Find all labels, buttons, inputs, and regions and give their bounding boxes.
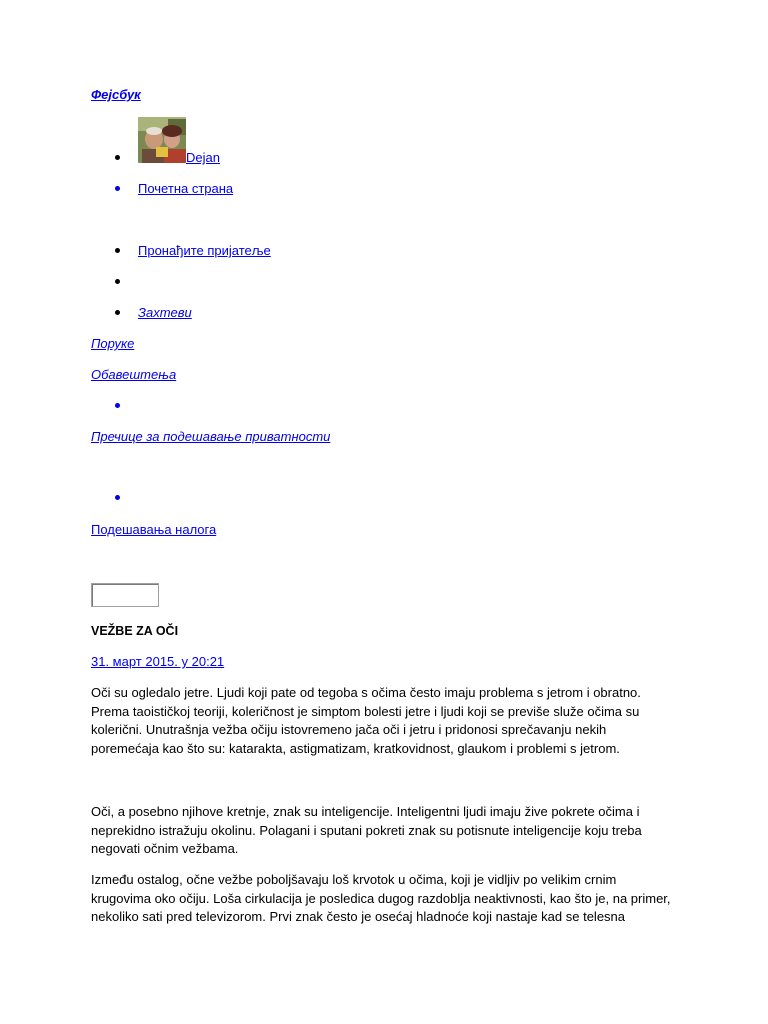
list-bullet bbox=[115, 403, 120, 408]
paragraph-line: Oči su ogledalo jetre. Ljudi koji pate od tegoba s očima često imaju problema s jetrom i obratno. bbox=[91, 685, 641, 700]
paragraph-line: Oči, a posebno njihove kretnje, znak su inteligencije. Inteligentni ljudi imaju žive pokrete očima i bbox=[91, 804, 640, 819]
privacy-shortcuts-link[interactable]: Пречице за подешавање приватности bbox=[91, 429, 331, 444]
article-paragraph bbox=[91, 871, 681, 927]
paragraph-line: poremećaja kao što su: katarakta, astigmatizam, kratkovidnost, glaukom i problemi s jetrom. bbox=[91, 741, 620, 757]
search-input[interactable] bbox=[91, 583, 159, 607]
article-paragraph bbox=[91, 803, 681, 859]
account-settings-link[interactable]: Подешавања налога bbox=[91, 522, 217, 537]
profile-link[interactable]: Dejan bbox=[186, 150, 220, 165]
avatar[interactable] bbox=[138, 117, 186, 163]
notifications-link[interactable]: Обавештења bbox=[91, 367, 177, 382]
paragraph-line: kolerični. Unutrašnja vežba očiju istovremeno jača oči i jetru i pridonosi sprečavanju nekih bbox=[91, 722, 607, 738]
article-date-link[interactable]: 31. март 2015. у 20:21 bbox=[91, 654, 225, 669]
messages-link[interactable]: Поруке bbox=[91, 336, 135, 351]
paragraph-line: negovati očnim vežbama. bbox=[91, 841, 239, 857]
list-bullet bbox=[115, 279, 120, 284]
paragraph-line: Prema taoističkoj teoriji, koleričnost je simptom bolesti jetre i ljudi koji se previše služe očima su bbox=[91, 703, 640, 719]
facebook-link[interactable]: Фејсбук bbox=[91, 87, 141, 102]
home-link[interactable]: Почетна страна bbox=[138, 181, 234, 196]
list-bullet bbox=[115, 310, 120, 315]
article-title: VEŽBE ZA OČI bbox=[91, 624, 179, 638]
list-bullet bbox=[115, 248, 120, 253]
article-paragraph bbox=[91, 684, 681, 759]
requests-link[interactable]: Захтеви bbox=[138, 305, 192, 320]
list-bullet bbox=[115, 155, 120, 160]
paragraph-line: neprekidno istražuju okolinu. Polagani i sputani pokreti znak su potisnute inteligencije koju treba bbox=[91, 822, 642, 838]
paragraph-line: Između ostalog, očne vežbe poboljšavaju loš krvotok u očima, koji je vidljiv po velikim crnim bbox=[91, 872, 617, 887]
paragraph-line: krugovima oko očiju. Loša cirkulacija je posledica dugog razdoblja neaktivnosti, kao što je, na primer, bbox=[91, 890, 671, 906]
avatar-photo bbox=[138, 117, 186, 163]
find-friends-link[interactable]: Пронађите пријатеље bbox=[138, 243, 271, 258]
list-bullet bbox=[115, 495, 120, 500]
list-bullet bbox=[115, 186, 120, 191]
paragraph-line: nekoliko sati pred televizorom. Prvi znak često je osećaj hladnoće koji nastaje kad se telesna bbox=[91, 909, 626, 925]
